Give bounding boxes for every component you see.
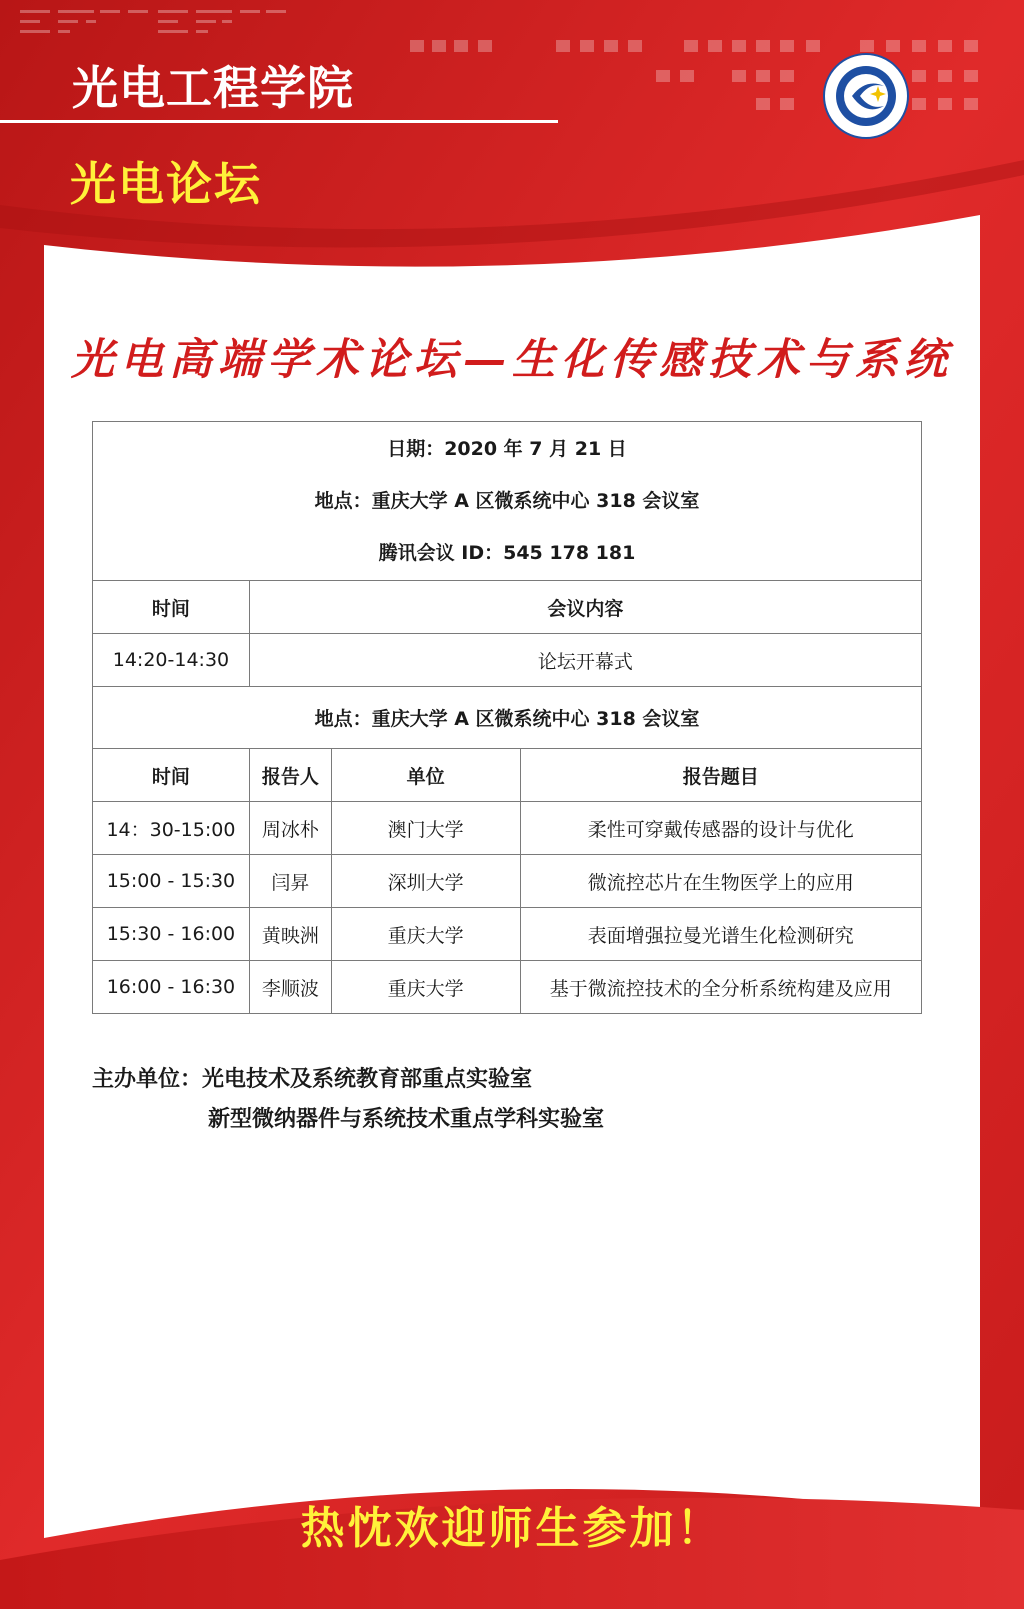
- session-location: 地点：重庆大学 A 区微系统中心 318 会议室: [93, 687, 922, 749]
- header-cell-speaker: 报告人: [249, 749, 331, 802]
- welcome-banner: 热忱欢迎师生参加！: [300, 1503, 724, 1554]
- header-cell-time: 时间: [93, 581, 250, 634]
- table-row: [93, 908, 922, 961]
- session-location-row: [93, 687, 922, 749]
- info-row: [93, 422, 922, 581]
- cell-speaker: 黄映洲: [249, 908, 331, 961]
- cell-time: 15:00 - 15:30: [93, 855, 250, 908]
- date-line: 日期：2020 年 7 月 21 日: [387, 438, 627, 460]
- schedule-table: [92, 421, 922, 1014]
- table-row: [93, 802, 922, 855]
- cell-content: 论坛开幕式: [249, 634, 921, 687]
- cell-topic: 微流控芯片在生物医学上的应用: [520, 855, 921, 908]
- university-logo: [822, 52, 910, 140]
- header-cell-content: 会议内容: [249, 581, 921, 634]
- cell-speaker: 周冰朴: [249, 802, 331, 855]
- cell-time: 16:00 - 16:30: [93, 961, 250, 1014]
- cell-speaker: 闫昇: [249, 855, 331, 908]
- info-cell: [93, 422, 922, 581]
- cell-affiliation: 深圳大学: [331, 855, 520, 908]
- organizer-line-2: 新型微纳器件与系统技术重点学科实验室: [208, 1107, 605, 1132]
- cell-time: 15:30 - 16:00: [93, 908, 250, 961]
- college-name: 光电工程学院: [72, 61, 354, 115]
- header-cell-time: 时间: [93, 749, 250, 802]
- cell-topic: 表面增强拉曼光谱生化检测研究: [520, 908, 921, 961]
- table-row: [93, 961, 922, 1014]
- organizer-block: [92, 1060, 604, 1140]
- cell-topic: 柔性可穿戴传感器的设计与优化: [520, 802, 921, 855]
- header-divider: [0, 120, 558, 123]
- cell-time: 14:20-14:30: [93, 634, 250, 687]
- cell-affiliation: 澳门大学: [331, 802, 520, 855]
- cell-affiliation: 重庆大学: [331, 961, 520, 1014]
- location-line: 地点：重庆大学 A 区微系统中心 318 会议室: [314, 490, 700, 512]
- table-row: [93, 855, 922, 908]
- forum-title: 光电高端学术论坛—生化传感技术与系统: [71, 335, 953, 385]
- talks-header-row: [93, 749, 922, 802]
- header-cell-affiliation: 单位: [331, 749, 520, 802]
- cell-affiliation: 重庆大学: [331, 908, 520, 961]
- opening-header-row: [93, 581, 922, 634]
- organizer-line-1: 主办单位：光电技术及系统教育部重点实验室: [92, 1067, 533, 1092]
- table-row: [93, 634, 922, 687]
- cell-time: 14：30-15:00: [93, 802, 250, 855]
- forum-name: 光电论坛: [70, 157, 262, 211]
- header-cell-topic: 报告题目: [520, 749, 921, 802]
- cell-topic: 基于微流控技术的全分析系统构建及应用: [520, 961, 921, 1014]
- cell-speaker: 李顺波: [249, 961, 331, 1014]
- meeting-id-line: 腾讯会议 ID：545 178 181: [378, 542, 636, 564]
